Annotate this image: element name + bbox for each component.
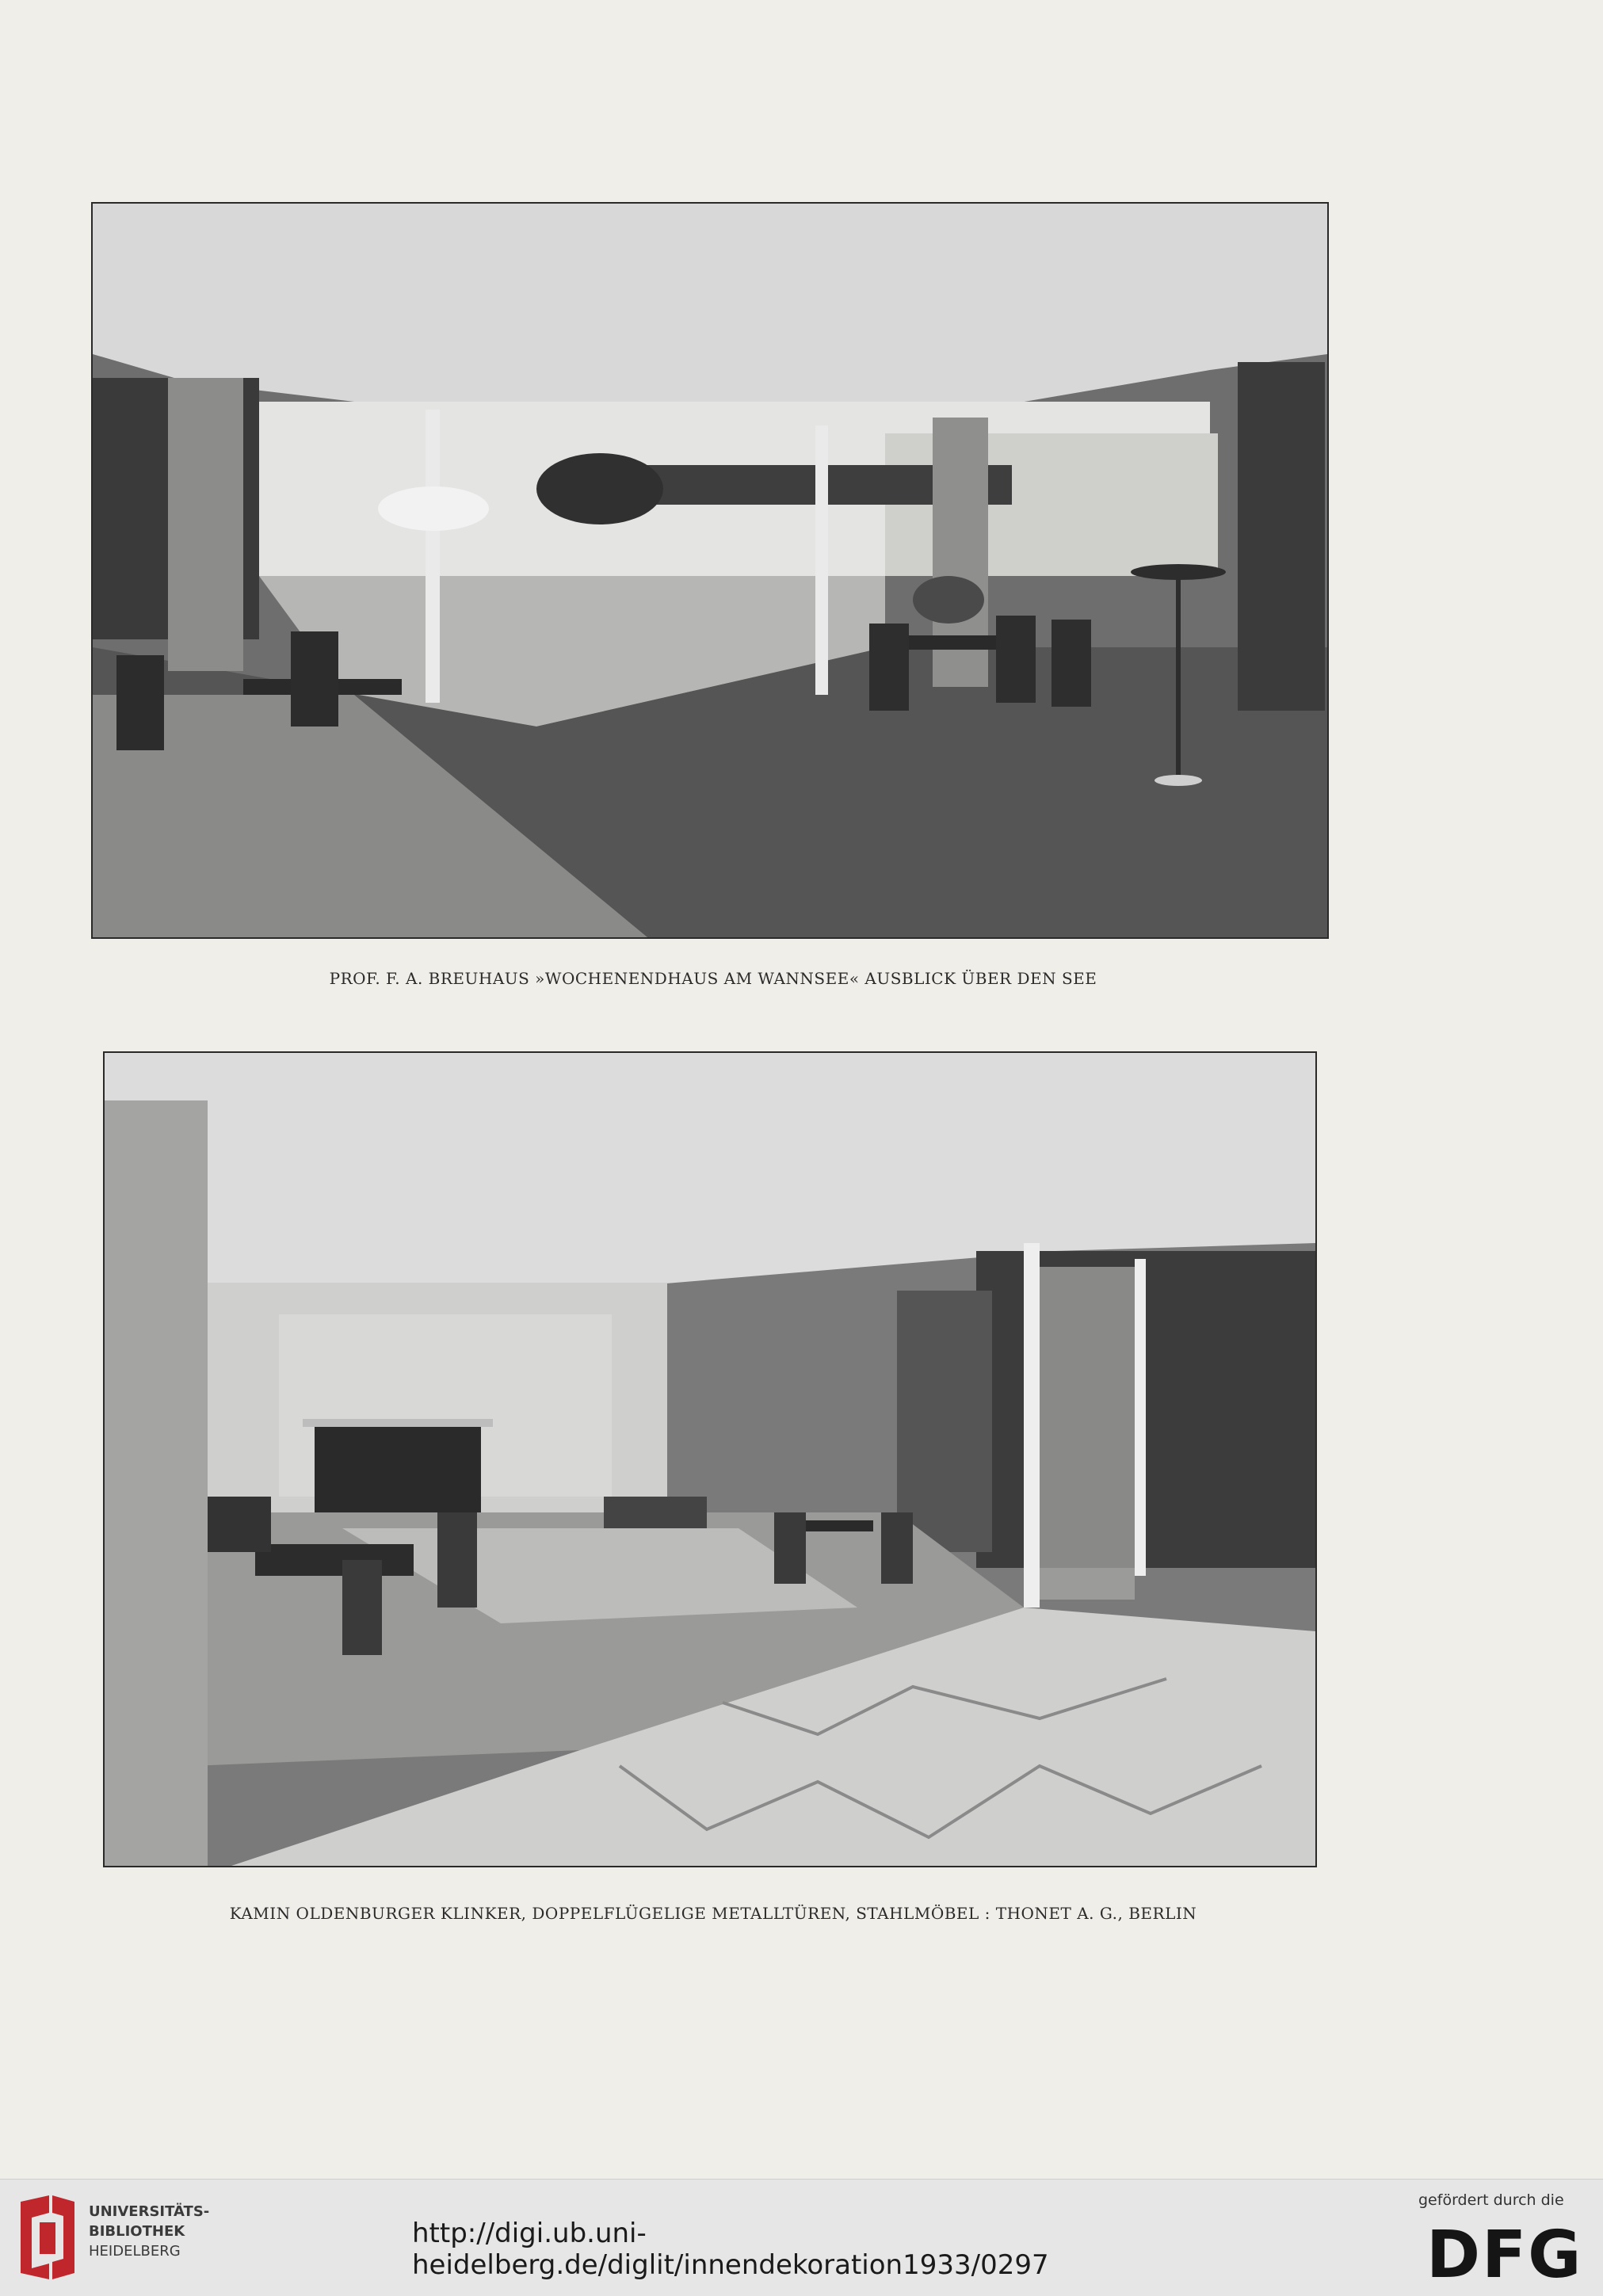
- photo-caption-bottom: KAMIN OLDENBURGER KLINKER, DOPPELFLÜGELIGE METALLTÜREN, STAHLMÖBEL : THONET A. G., BERLIN: [229, 1904, 1197, 1923]
- photo-living-room-fireplace: [103, 1051, 1317, 1867]
- library-name: [89, 2202, 209, 2261]
- photo-living-room-fireplace-image: [105, 1053, 1315, 1866]
- photo-caption-top: PROF. F. A. BREUHAUS »WOCHENENDHAUS AM WANNSEE« AUSBLICK ÜBER DEN SEE: [329, 969, 1097, 988]
- photo-terrace-lake-view-image: [93, 204, 1327, 937]
- digitization-footer: [0, 2179, 1603, 2296]
- funded-by-label: gefördert durch die: [1418, 2191, 1564, 2209]
- library-name-line1: UNIVERSITÄTS-: [89, 2203, 210, 2220]
- university-library-logo-icon: [17, 2195, 78, 2279]
- dfg-logo: DFG: [1426, 2218, 1583, 2293]
- photo-terrace-lake-view: [91, 202, 1329, 939]
- permalink-url[interactable]: http://digi.ub.uni-heidelberg.de/diglit/innendekoration1933/0297: [412, 2218, 1049, 2281]
- library-name-line3: HEIDELBERG: [89, 2243, 181, 2260]
- library-name-line2: BIBLIOTHEK: [89, 2223, 185, 2240]
